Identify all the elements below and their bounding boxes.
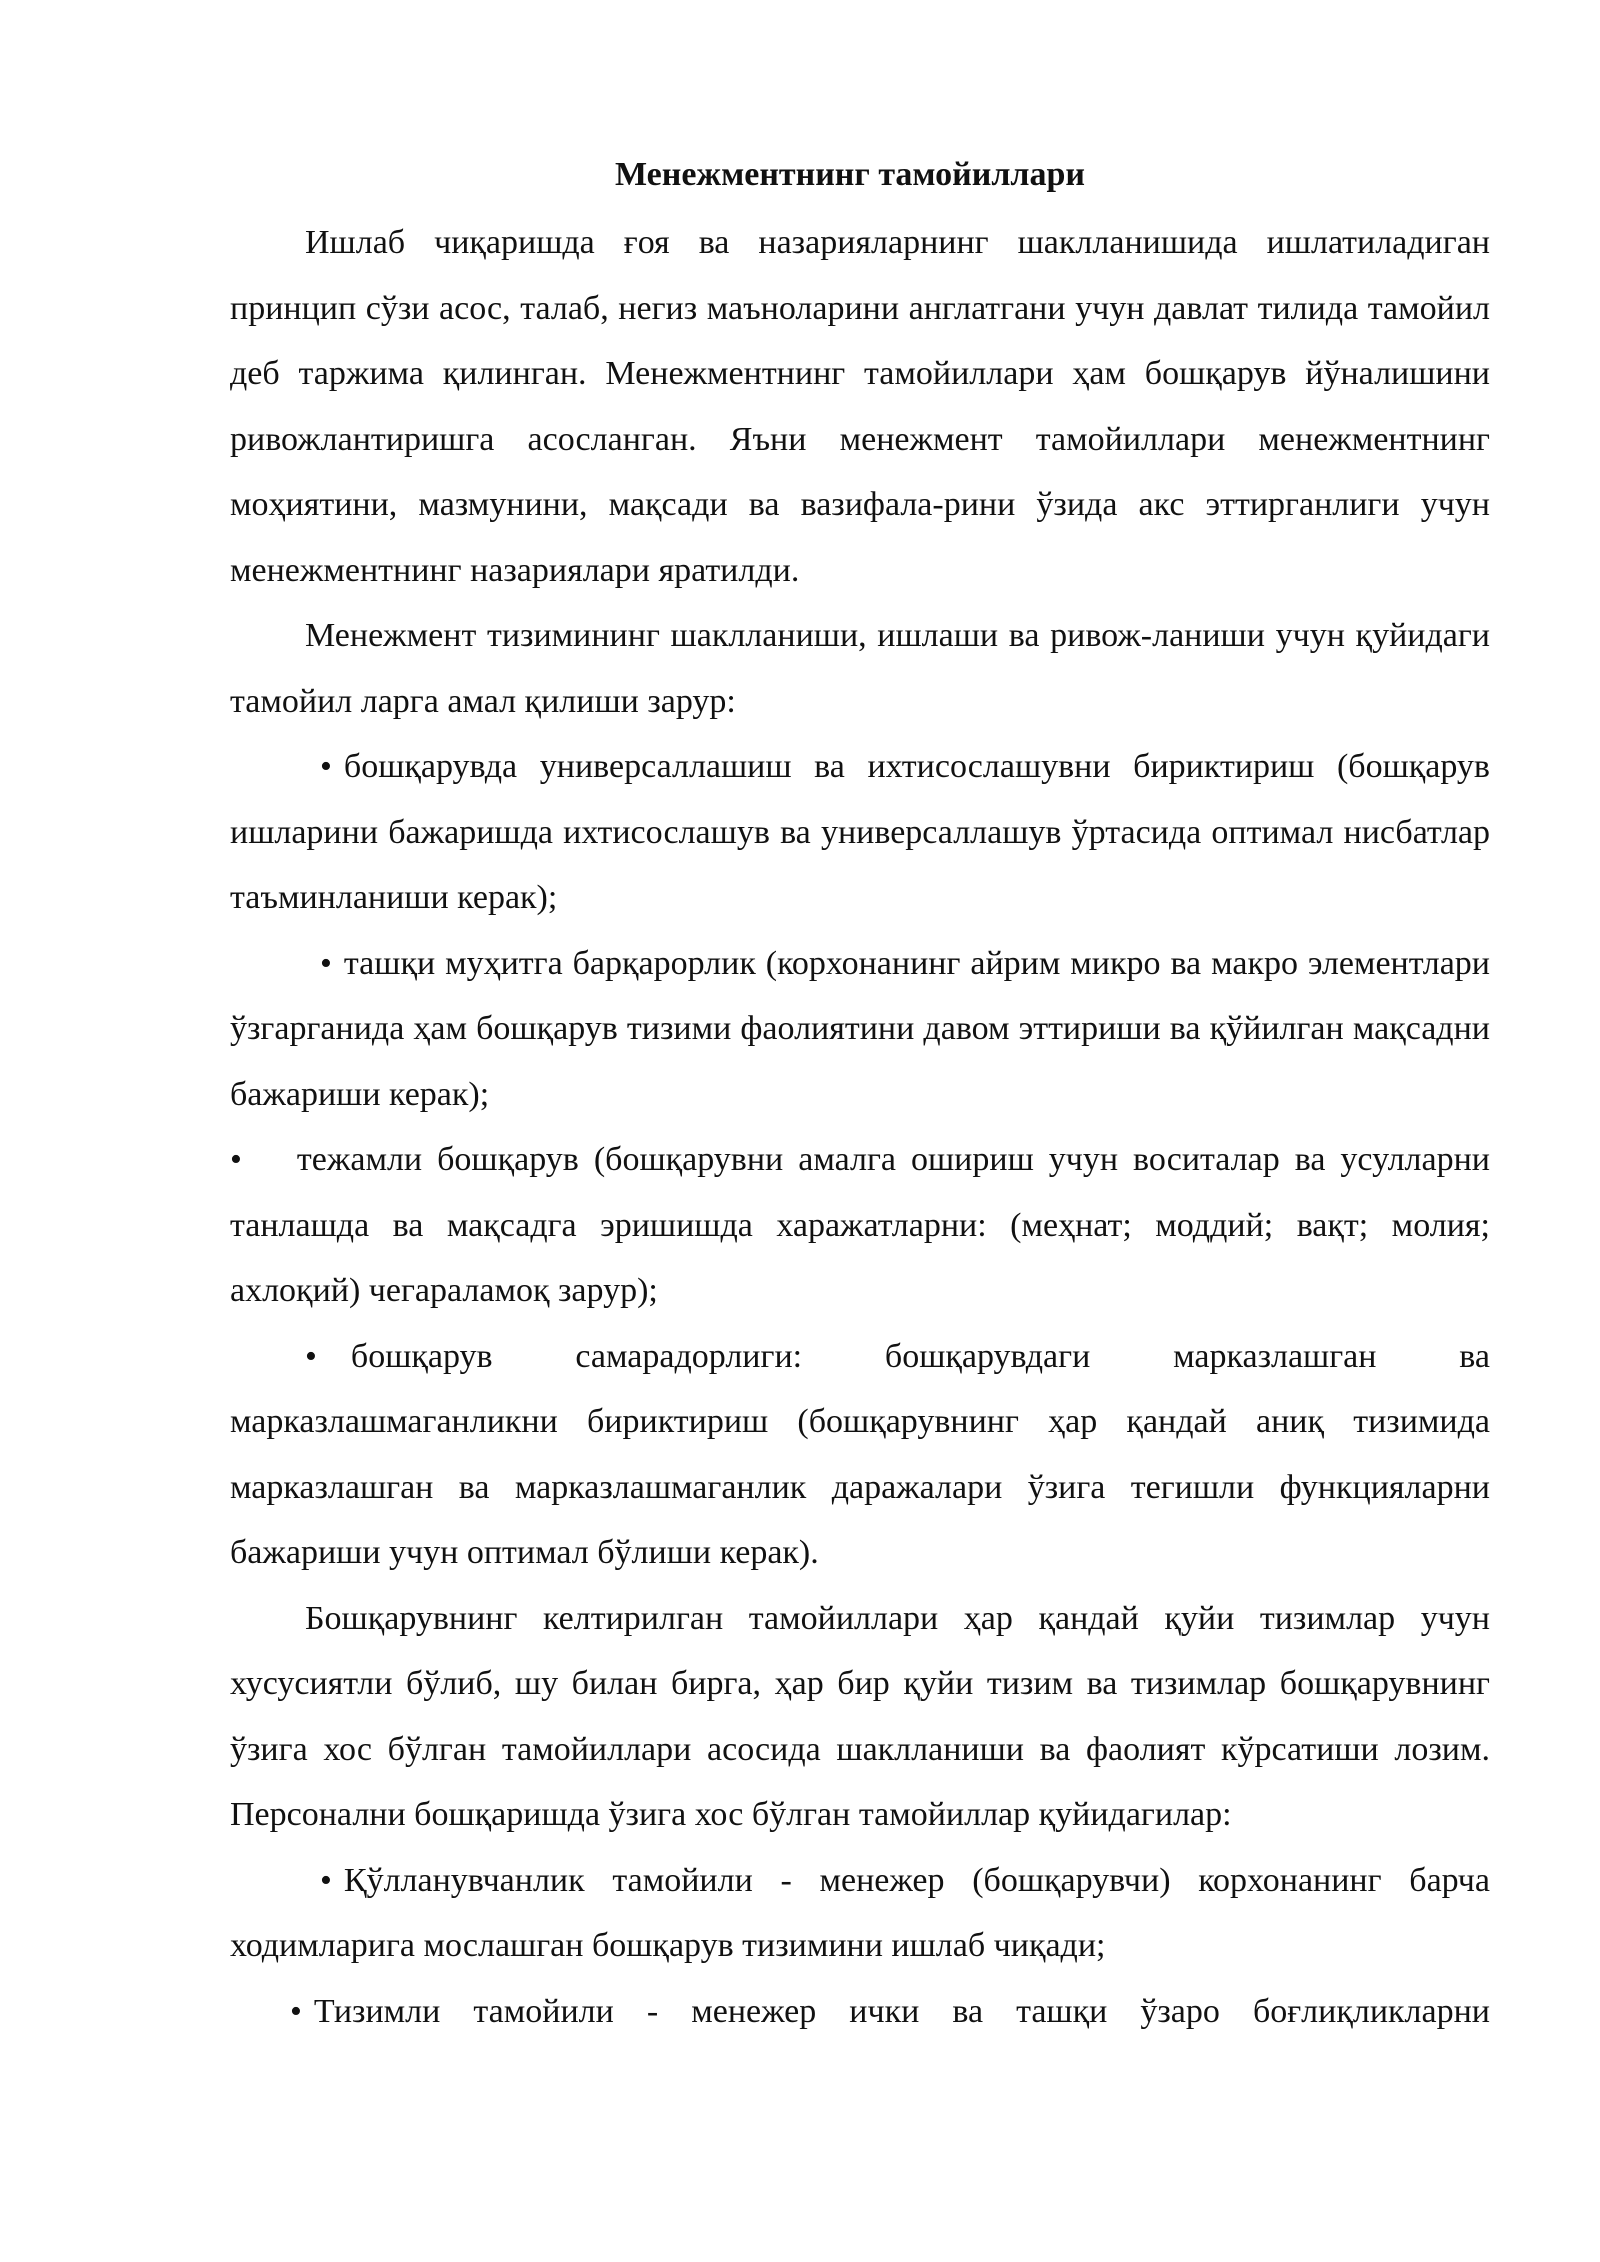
bullet-text: Қўлланувчанлик тамойили - менежер (бошқарувчи) корхонанинг барча ходимларига мослашган бошқарув тизимини ишлаб чиқади; bbox=[230, 1861, 1490, 1964]
list-item-bullet bbox=[230, 1979, 1490, 2045]
bullet-text: бошқарувда универсаллашиш ва ихтисослашувни бириктириш (бошқарув ишларини бажаришда ихтисослашув ва универсаллашув ўртасида оптимал нисбатлар таъминланиши керак); bbox=[230, 748, 1490, 916]
paragraph-2: Менежмент тизимининг шаклланиши, ишлаши ва ривож-ланиши учун қуйидаги тамойил ларга амал қилиши зарур: bbox=[230, 617, 1490, 720]
bullet-text: Тизимли тамойили - менежер ички ва ташқи ўзаро боғлиқликларни bbox=[313, 1992, 1490, 2030]
paragraph-1: Ишлаб чиқаришда ғоя ва назарияларнинг шаклланишида ишлатиладиган принцип сўзи асос, талаб, негиз маъноларини англатгани учун давлат тилида тамойил деб таржима қилинган. Менежментнинг тамойиллари ҳам бошқарув йўналишини ривожлантиришга асосланган. Яъни менежмент тамойиллари менежментнинг моҳиятини, мазмунини, мақсади ва вазифала-рини ўзида акс эттирганлиги учун менежментнинг назариялари яратилди. bbox=[230, 224, 1490, 589]
bullet-icon: • bbox=[230, 1141, 242, 1178]
bullet-text: бошқарув самарадорлиги: бошқарувдаги марказлашган ва марказлашмаганликни бириктириш (бошқарувнинг ҳар қандай аниқ тизимида марказлашган ва марказлашмаганлик даражалари ўзига тегишли функцияларни бажариши учун оптимал бўлиши керак). bbox=[230, 1337, 1490, 1571]
bullet-icon: • bbox=[320, 1861, 332, 1899]
bullet-icon: • bbox=[305, 1337, 317, 1375]
list-item-bullet bbox=[230, 1324, 1490, 1586]
list-item-bullet bbox=[230, 931, 1490, 1128]
list-item-bullet bbox=[230, 1127, 1490, 1324]
bullet-text: ташқи муҳитга барқарорлик (корхонанинг айрим микро ва макро элементлари ўзгарганида ҳам бошқарув тизими фаолиятини давом эттириши ва қўйилган мақсадни бажариши керак); bbox=[230, 944, 1490, 1113]
bullet-icon: • bbox=[320, 944, 332, 982]
list-item-bullet bbox=[230, 1848, 1490, 1979]
document-body bbox=[230, 210, 1490, 2044]
document-title: Менежментнинг тамойиллари bbox=[615, 156, 1085, 193]
bullet-icon: • bbox=[290, 1992, 302, 2030]
list-item-bullet bbox=[230, 734, 1490, 931]
paragraph-3: Бошқарувнинг келтирилган тамойиллари ҳар қандай қуйи тизимлар учун хусусиятли бўлиб, шу билан бирга, ҳар бир қуйи тизим ва тизимлар бошқарувнинг ўзига хос бўлган тамойиллари асосида шаклланиши ва фаолият кўрсатиши лозим. Персонални бошқаришда ўзига хос бўлган тамойиллар қуйидагилар: bbox=[230, 1599, 1490, 1833]
bullet-icon: • bbox=[320, 748, 332, 785]
bullet-text: тежамли бошқарув (бошқарувни амалга ошириш учун воситалар ва усулларни танлашда ва мақсадга эришишда харажатларни: (меҳнат; моддий; вақт; молия; ахлоқий) чегараламоқ зарур); bbox=[230, 1141, 1490, 1309]
